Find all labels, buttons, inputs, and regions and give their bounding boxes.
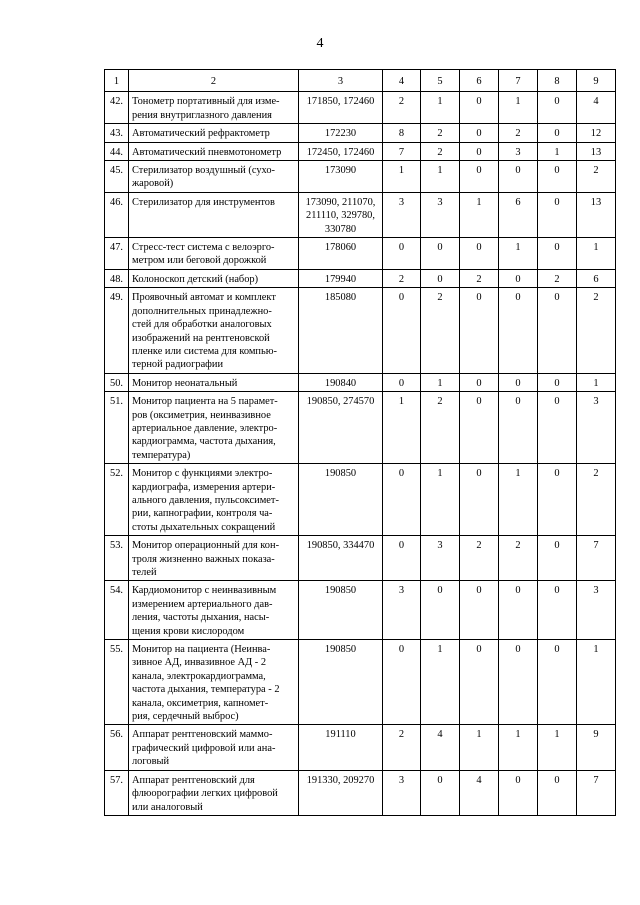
value-col-4: 3 [383, 192, 421, 237]
table-header-row [105, 70, 616, 92]
value-col-6: 0 [460, 142, 499, 160]
total-col-9: 12 [577, 124, 616, 142]
equipment-codes: 179940 [299, 269, 383, 287]
header-cell: 1 [105, 70, 129, 92]
equipment-name: Автоматический рефрактометр [129, 124, 299, 142]
equipment-codes: 190850 [299, 464, 383, 536]
row-number: 48. [105, 269, 129, 287]
value-col-7: 0 [499, 373, 538, 391]
value-col-7: 2 [499, 536, 538, 581]
table-row [105, 464, 616, 536]
total-col-9: 13 [577, 142, 616, 160]
equipment-codes: 190850, 334470 [299, 536, 383, 581]
row-number: 54. [105, 581, 129, 640]
value-col-8: 1 [538, 725, 577, 770]
value-col-7: 0 [499, 581, 538, 640]
value-col-7: 1 [499, 725, 538, 770]
equipment-codes: 173090 [299, 161, 383, 193]
value-col-7: 3 [499, 142, 538, 160]
value-col-6: 0 [460, 464, 499, 536]
row-number: 44. [105, 142, 129, 160]
value-col-6: 0 [460, 124, 499, 142]
table-row [105, 770, 616, 815]
table-row [105, 725, 616, 770]
equipment-name: Аппарат рентгеновский маммо- графический цифровой или ана- логовый [129, 725, 299, 770]
row-number: 52. [105, 464, 129, 536]
equipment-name: Стерилизатор воздушный (сухо- жаровой) [129, 161, 299, 193]
row-number: 46. [105, 192, 129, 237]
equipment-codes: 172230 [299, 124, 383, 142]
value-col-4: 0 [383, 288, 421, 373]
value-col-7: 0 [499, 770, 538, 815]
value-col-5: 2 [421, 288, 460, 373]
value-col-4: 3 [383, 770, 421, 815]
value-col-8: 0 [538, 92, 577, 124]
value-col-4: 1 [383, 161, 421, 193]
value-col-7: 0 [499, 269, 538, 287]
total-col-9: 1 [577, 640, 616, 725]
value-col-4: 7 [383, 142, 421, 160]
equipment-codes: 172450, 172460 [299, 142, 383, 160]
equipment-codes: 173090, 211070, 211110, 329780, 330780 [299, 192, 383, 237]
page-number: 4 [316, 36, 324, 51]
value-col-7: 0 [499, 161, 538, 193]
total-col-9: 7 [577, 770, 616, 815]
equipment-name: Монитор операционный для кон- троля жизненно важных показа- телей [129, 536, 299, 581]
table-row [105, 640, 616, 725]
equipment-name: Кардиомонитор с неинвазивным измерением артериального дав- ления, частоты дыхания, насы- щения крови кислородом [129, 581, 299, 640]
value-col-7: 0 [499, 288, 538, 373]
total-col-9: 1 [577, 373, 616, 391]
value-col-6: 0 [460, 288, 499, 373]
value-col-5: 1 [421, 161, 460, 193]
value-col-6: 2 [460, 536, 499, 581]
value-col-7: 1 [499, 238, 538, 270]
header-cell: 7 [499, 70, 538, 92]
value-col-6: 4 [460, 770, 499, 815]
total-col-9: 2 [577, 288, 616, 373]
value-col-8: 2 [538, 269, 577, 287]
value-col-5: 4 [421, 725, 460, 770]
value-col-4: 8 [383, 124, 421, 142]
value-col-8: 0 [538, 536, 577, 581]
total-col-9: 9 [577, 725, 616, 770]
row-number: 42. [105, 92, 129, 124]
table-row [105, 581, 616, 640]
table-row [105, 124, 616, 142]
value-col-6: 1 [460, 192, 499, 237]
value-col-4: 2 [383, 725, 421, 770]
value-col-8: 0 [538, 124, 577, 142]
value-col-6: 2 [460, 269, 499, 287]
value-col-8: 1 [538, 142, 577, 160]
table-row [105, 536, 616, 581]
total-col-9: 3 [577, 392, 616, 464]
row-number: 55. [105, 640, 129, 725]
equipment-codes: 190850, 274570 [299, 392, 383, 464]
table-row [105, 92, 616, 124]
value-col-6: 0 [460, 373, 499, 391]
value-col-7: 6 [499, 192, 538, 237]
value-col-4: 2 [383, 269, 421, 287]
value-col-4: 2 [383, 92, 421, 124]
value-col-5: 3 [421, 536, 460, 581]
row-number: 57. [105, 770, 129, 815]
equipment-name: Тонометр портативный для изме- рения внутриглазного давления [129, 92, 299, 124]
value-col-5: 2 [421, 142, 460, 160]
table-row [105, 288, 616, 373]
equipment-codes: 190850 [299, 581, 383, 640]
value-col-4: 0 [383, 238, 421, 270]
equipment-name: Проявочный автомат и комплект дополнительных принадлежно- стей для обработки аналоговых изображений на рентгеновской пленке или система для компью- терной радиографии [129, 288, 299, 373]
total-col-9: 6 [577, 269, 616, 287]
table-row [105, 238, 616, 270]
equipment-name: Монитор с функциями электро- кардиографа, измерения артери- ального давления, пульсоксимет- рии, капнографии, контроля ча- стоты дыхательных сокращений [129, 464, 299, 536]
row-number: 43. [105, 124, 129, 142]
equipment-table [104, 69, 616, 816]
value-col-4: 0 [383, 464, 421, 536]
value-col-4: 0 [383, 373, 421, 391]
value-col-8: 0 [538, 770, 577, 815]
value-col-4: 1 [383, 392, 421, 464]
table-row [105, 392, 616, 464]
value-col-5: 1 [421, 92, 460, 124]
value-col-7: 1 [499, 464, 538, 536]
header-cell: 2 [129, 70, 299, 92]
equipment-name: Колоноскоп детский (набор) [129, 269, 299, 287]
value-col-5: 1 [421, 640, 460, 725]
equipment-name: Стресс-тест система с велоэрго- метром или беговой дорожкой [129, 238, 299, 270]
equipment-codes: 190850 [299, 640, 383, 725]
total-col-9: 4 [577, 92, 616, 124]
value-col-8: 0 [538, 581, 577, 640]
value-col-7: 2 [499, 124, 538, 142]
table-row [105, 192, 616, 237]
equipment-name: Монитор на пациента (Неинва- зивное АД, инвазивное АД - 2 канала, электрокардиограмма, частота дыхания, температура - 2 канала, оксиметрия, капномет- рия, сердечный выброс) [129, 640, 299, 725]
value-col-4: 0 [383, 536, 421, 581]
value-col-4: 0 [383, 640, 421, 725]
total-col-9: 1 [577, 238, 616, 270]
value-col-5: 2 [421, 392, 460, 464]
value-col-5: 1 [421, 464, 460, 536]
header-cell: 9 [577, 70, 616, 92]
row-number: 51. [105, 392, 129, 464]
equipment-name: Автоматический пневмотонометр [129, 142, 299, 160]
value-col-5: 0 [421, 238, 460, 270]
row-number: 45. [105, 161, 129, 193]
value-col-8: 0 [538, 464, 577, 536]
header-cell: 8 [538, 70, 577, 92]
total-col-9: 13 [577, 192, 616, 237]
value-col-6: 0 [460, 640, 499, 725]
equipment-codes: 190840 [299, 373, 383, 391]
row-number: 53. [105, 536, 129, 581]
total-col-9: 3 [577, 581, 616, 640]
total-col-9: 2 [577, 464, 616, 536]
value-col-6: 0 [460, 92, 499, 124]
row-number: 49. [105, 288, 129, 373]
header-cell: 6 [460, 70, 499, 92]
equipment-name: Монитор неонатальный [129, 373, 299, 391]
table-row [105, 373, 616, 391]
equipment-codes: 191330, 209270 [299, 770, 383, 815]
header-cell: 5 [421, 70, 460, 92]
value-col-5: 0 [421, 269, 460, 287]
equipment-codes: 171850, 172460 [299, 92, 383, 124]
value-col-8: 0 [538, 373, 577, 391]
value-col-5: 2 [421, 124, 460, 142]
table-row [105, 269, 616, 287]
value-col-4: 3 [383, 581, 421, 640]
value-col-6: 0 [460, 581, 499, 640]
equipment-codes: 178060 [299, 238, 383, 270]
value-col-5: 3 [421, 192, 460, 237]
value-col-7: 0 [499, 640, 538, 725]
value-col-8: 0 [538, 288, 577, 373]
value-col-6: 0 [460, 238, 499, 270]
value-col-8: 0 [538, 238, 577, 270]
table-row [105, 142, 616, 160]
equipment-name: Монитор пациента на 5 парамет- ров (оксиметрия, неинвазивное артериальное давление, электро- кардиограмма, частота дыхания, температура) [129, 392, 299, 464]
value-col-6: 0 [460, 161, 499, 193]
value-col-8: 0 [538, 640, 577, 725]
row-number: 56. [105, 725, 129, 770]
value-col-5: 0 [421, 770, 460, 815]
total-col-9: 2 [577, 161, 616, 193]
value-col-7: 1 [499, 92, 538, 124]
table-row [105, 161, 616, 193]
value-col-7: 0 [499, 392, 538, 464]
row-number: 47. [105, 238, 129, 270]
value-col-5: 1 [421, 373, 460, 391]
equipment-codes: 191110 [299, 725, 383, 770]
value-col-8: 0 [538, 392, 577, 464]
equipment-name: Аппарат рентгеновский для флюорографии легких цифровой или аналоговый [129, 770, 299, 815]
equipment-name: Стерилизатор для инструментов [129, 192, 299, 237]
header-cell: 3 [299, 70, 383, 92]
value-col-5: 0 [421, 581, 460, 640]
value-col-8: 0 [538, 161, 577, 193]
value-col-6: 1 [460, 725, 499, 770]
value-col-8: 0 [538, 192, 577, 237]
value-col-6: 0 [460, 392, 499, 464]
total-col-9: 7 [577, 536, 616, 581]
equipment-codes: 185080 [299, 288, 383, 373]
row-number: 50. [105, 373, 129, 391]
header-cell: 4 [383, 70, 421, 92]
